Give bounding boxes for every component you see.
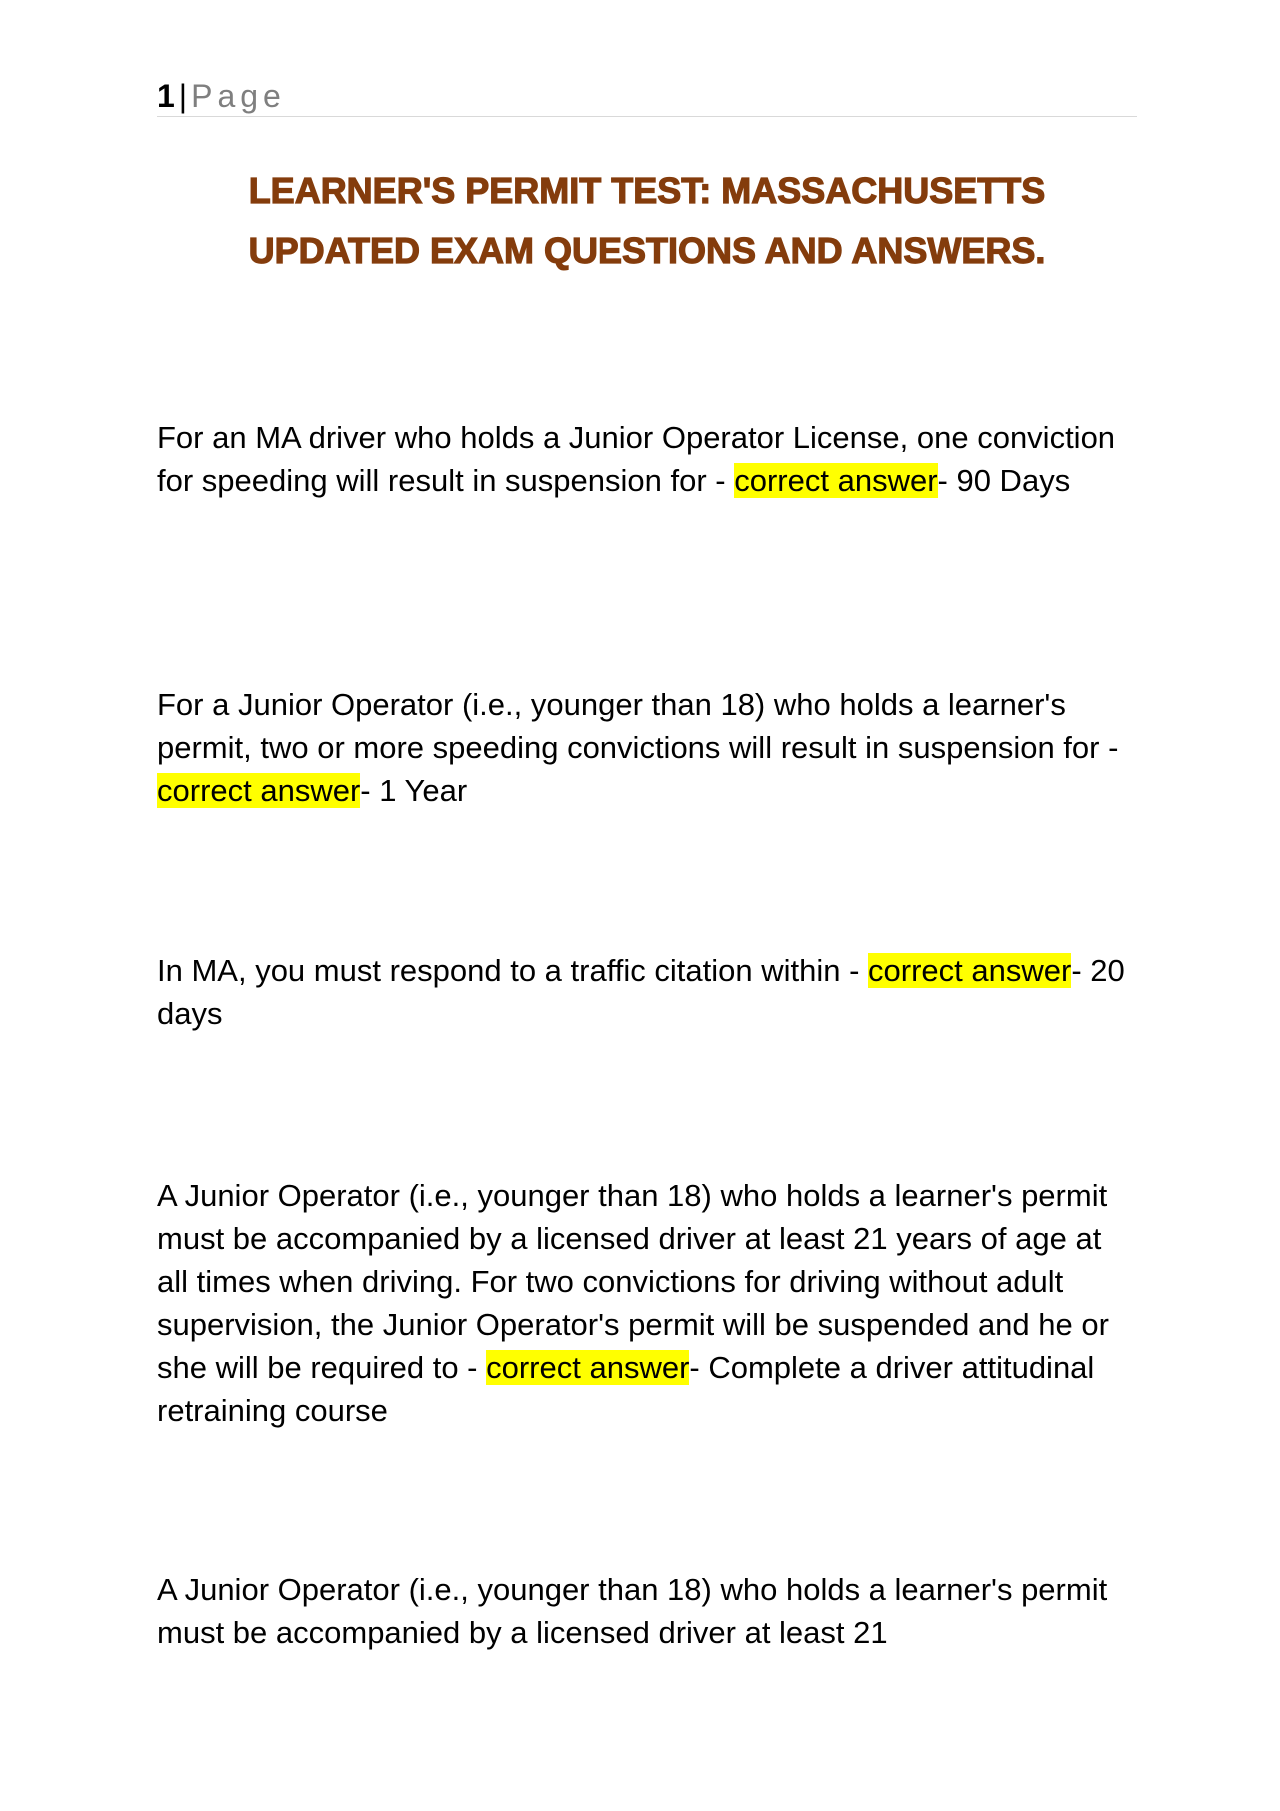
title-line-2: UPDATED EXAM QUESTIONS AND ANSWERS. — [248, 230, 1046, 271]
qa-item-3 — [157, 949, 1137, 1035]
answer-text: - 20 days — [157, 953, 1125, 1031]
page-label: Page — [191, 78, 286, 114]
page-separator: | — [178, 78, 188, 114]
qa-item-5 — [157, 1568, 1137, 1654]
document-title — [157, 161, 1137, 281]
question-text: A Junior Operator (i.e., younger than 18) who holds a learner's permit must be accompanied by a licensed driver at least 21 years of age at all times when driving. For two convictions for driving without adult supervision, the Junior Operator's permit will be suspended and he or she will be required to - — [157, 1178, 1109, 1385]
answer-marker: correct answer — [734, 463, 938, 498]
answer-text: - Complete a driver attitudinal retraining course — [157, 1350, 1095, 1428]
qa-item-2 — [157, 683, 1137, 812]
answer-marker: correct answer — [868, 953, 1072, 988]
qa-item-1 — [157, 416, 1137, 502]
question-text: For a Junior Operator (i.e., younger than 18) who holds a learner's permit, two or more speeding convictions will result in suspension for - — [157, 687, 1119, 765]
page-number: 1 — [157, 78, 175, 114]
answer-marker: correct answer — [486, 1350, 690, 1385]
answer-text: - 90 Days — [937, 463, 1071, 498]
qa-item-4 — [157, 1174, 1137, 1432]
answer-marker: correct answer — [157, 773, 361, 808]
question-text: A Junior Operator (i.e., younger than 18) who holds a learner's permit must be accompanied by a licensed driver at least 21 — [157, 1572, 1108, 1650]
page-header — [157, 76, 1137, 117]
title-line-1: LEARNER'S PERMIT TEST: MASSACHUSETTS — [248, 170, 1046, 211]
answer-text: - 1 Year — [360, 773, 468, 808]
question-text: In MA, you must respond to a traffic citation within - — [157, 953, 869, 988]
question-text: For an MA driver who holds a Junior Operator License, one conviction for speeding will result in suspension for - — [157, 420, 1116, 498]
